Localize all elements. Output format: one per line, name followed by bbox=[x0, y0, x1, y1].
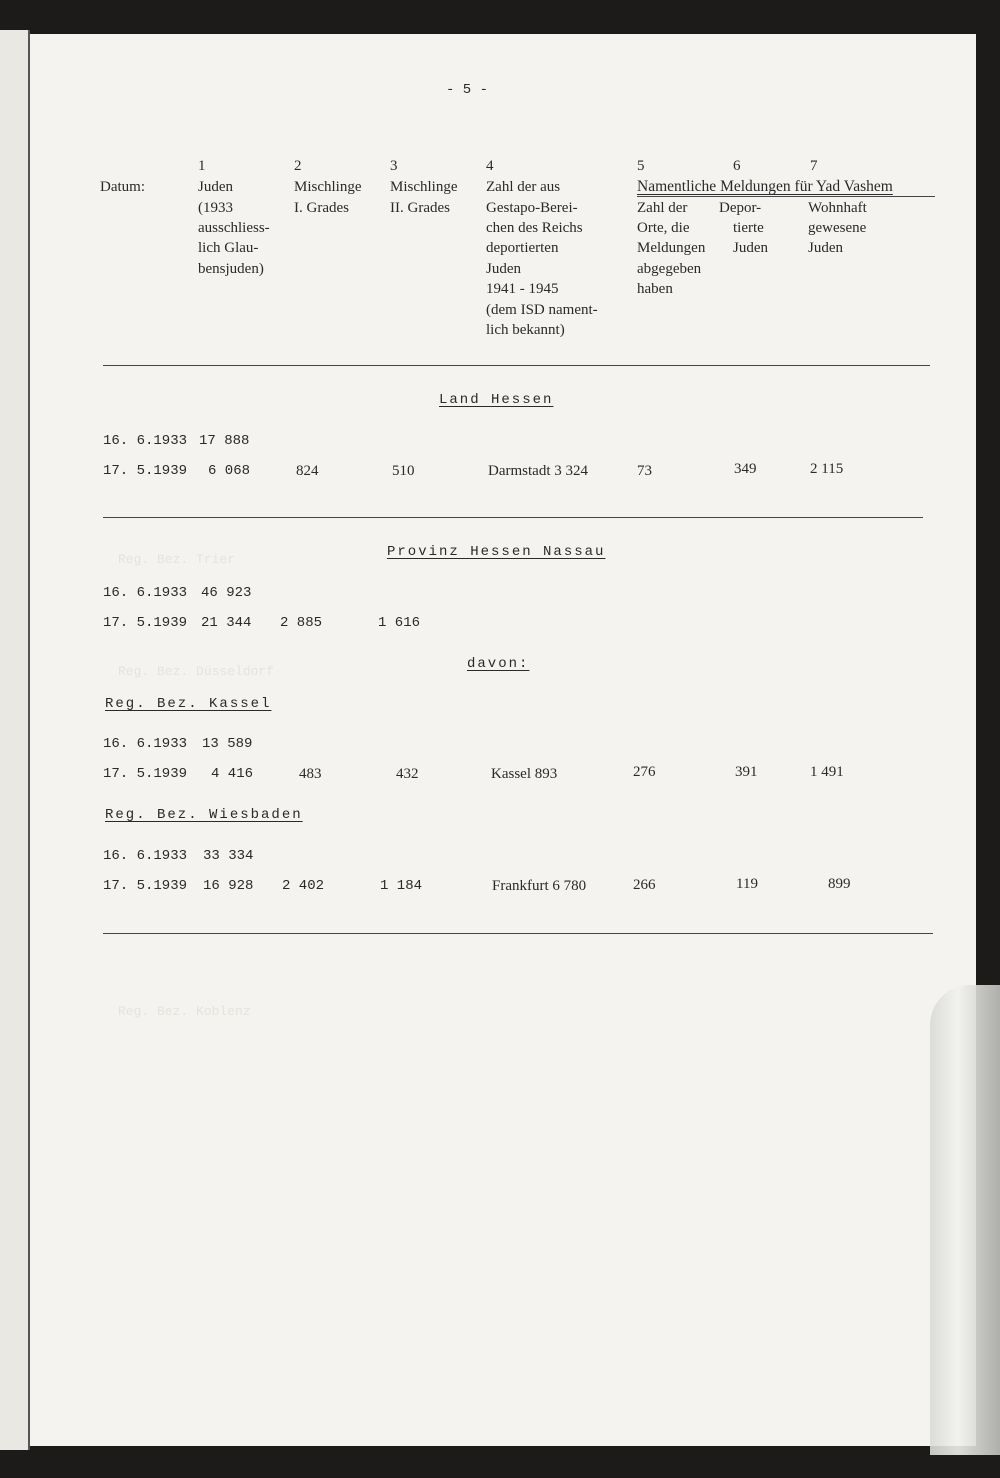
cell-mischlinge-2: 432 bbox=[396, 766, 419, 782]
datum-label: Datum: bbox=[100, 179, 145, 195]
row-date: 17. 5.1939 bbox=[103, 615, 188, 631]
col4-header-line: Gestapo-Berei- bbox=[486, 200, 578, 216]
page-number: - 5 - bbox=[446, 82, 489, 98]
col6-header-line: Depor- bbox=[719, 200, 762, 216]
section-title-kassel: Reg. Bez. Kassel bbox=[105, 696, 272, 712]
cell-deportierte: 119 bbox=[736, 876, 758, 892]
col4-header-line: Juden bbox=[486, 261, 521, 277]
cell-deportiert: Frankfurt 6 780 bbox=[492, 878, 587, 894]
row-date: 16. 6.1933 bbox=[103, 585, 188, 601]
col2-header-line: Mischlinge bbox=[294, 179, 362, 195]
row-date: 17. 5.1939 bbox=[103, 463, 188, 479]
cell-mischlinge-1: 824 bbox=[296, 463, 319, 479]
col6-header-line: tierte bbox=[733, 220, 764, 236]
cell-juden: 6 068 bbox=[208, 463, 251, 479]
cell-mischlinge-2: 1 616 bbox=[378, 615, 421, 631]
row-date: 17. 5.1939 bbox=[103, 766, 188, 782]
col1-header-line: Juden bbox=[198, 179, 233, 195]
col5-header-line: haben bbox=[637, 281, 673, 297]
cell-mischlinge-2: 510 bbox=[392, 463, 415, 479]
col1-header-line: lich Glau- bbox=[198, 240, 259, 256]
span-title-underline bbox=[637, 196, 935, 197]
col1-header-line: bensjuden) bbox=[198, 261, 264, 277]
cell-juden: 16 928 bbox=[203, 878, 254, 894]
col-number-3: 3 bbox=[390, 158, 398, 174]
col5-header-line: Zahl der bbox=[637, 200, 688, 216]
col4-header-line: lich bekannt) bbox=[486, 322, 565, 338]
yad-vashem-span-title: Namentliche Meldungen für Yad Vashem bbox=[637, 178, 893, 195]
cell-mischlinge-1: 2 402 bbox=[282, 878, 325, 894]
cell-wohnhaft: 1 491 bbox=[810, 764, 844, 780]
col3-header-line: Mischlinge bbox=[390, 179, 458, 195]
show-through-text: Reg. Bez. Düsseldorf bbox=[118, 664, 275, 679]
col3-header-line: II. Grades bbox=[390, 200, 450, 216]
show-through-text: Reg. Bez. Trier bbox=[118, 552, 236, 567]
row-date: 16. 6.1933 bbox=[103, 433, 188, 449]
col4-header-line: Zahl der aus bbox=[486, 179, 561, 195]
section-divider bbox=[103, 517, 923, 518]
col2-header-line: I. Grades bbox=[294, 200, 349, 216]
col7-header-line: Wohnhaft bbox=[808, 200, 867, 216]
cell-orte: 266 bbox=[633, 877, 656, 893]
cell-juden: 17 888 bbox=[199, 433, 250, 449]
cell-juden: 21 344 bbox=[201, 615, 252, 631]
col-number-1: 1 bbox=[198, 158, 206, 174]
cell-juden: 4 416 bbox=[211, 766, 254, 782]
adjacent-page-edge bbox=[0, 30, 30, 1450]
col6-header-line: Juden bbox=[733, 240, 768, 256]
col-number-4: 4 bbox=[486, 158, 494, 174]
davon-label: davon: bbox=[467, 656, 530, 672]
col-number-7: 7 bbox=[810, 158, 818, 174]
col5-header-line: Meldungen bbox=[637, 240, 706, 256]
section-title-hessen-nassau: Provinz Hessen Nassau bbox=[387, 544, 606, 560]
col5-header-line: abgegeben bbox=[637, 261, 702, 277]
cell-deportiert: Kassel 893 bbox=[491, 766, 558, 782]
col-number-5: 5 bbox=[637, 158, 645, 174]
cell-deportiert: Darmstadt 3 324 bbox=[488, 463, 588, 479]
cell-juden: 13 589 bbox=[202, 736, 253, 752]
cell-orte: 276 bbox=[633, 764, 656, 780]
cell-mischlinge-1: 2 885 bbox=[280, 615, 323, 631]
cell-deportierte: 391 bbox=[735, 764, 758, 780]
col5-header-line: Orte, die bbox=[637, 220, 690, 236]
cell-juden: 33 334 bbox=[203, 848, 254, 864]
col1-header-line: ausschliess- bbox=[198, 220, 270, 236]
cell-deportierte: 349 bbox=[734, 461, 757, 477]
col7-header-line: gewesene bbox=[808, 220, 867, 236]
col-number-2: 2 bbox=[294, 158, 302, 174]
col4-header-line: (dem ISD nament- bbox=[486, 302, 598, 318]
cell-wohnhaft: 2 115 bbox=[810, 461, 844, 477]
col-number-6: 6 bbox=[733, 158, 741, 174]
page-curl bbox=[930, 985, 1000, 1455]
show-through-text: Reg. Bez. Koblenz bbox=[118, 1004, 251, 1019]
row-date: 17. 5.1939 bbox=[103, 878, 188, 894]
header-divider bbox=[103, 365, 930, 366]
col7-header-line: Juden bbox=[808, 240, 843, 256]
cell-wohnhaft: 899 bbox=[828, 876, 851, 892]
document-page bbox=[30, 34, 976, 1446]
section-title-wiesbaden: Reg. Bez. Wiesbaden bbox=[105, 807, 303, 823]
row-date: 16. 6.1933 bbox=[103, 848, 188, 864]
cell-orte: 73 bbox=[637, 463, 652, 479]
col4-header-line: deportierten bbox=[486, 240, 559, 256]
table-bottom-rule bbox=[103, 933, 933, 934]
cell-mischlinge-1: 483 bbox=[299, 766, 322, 782]
cell-juden: 46 923 bbox=[201, 585, 252, 601]
section-title-land-hessen: Land Hessen bbox=[439, 392, 554, 408]
row-date: 16. 6.1933 bbox=[103, 736, 188, 752]
col1-header-line: (1933 bbox=[198, 200, 233, 216]
cell-mischlinge-2: 1 184 bbox=[380, 878, 423, 894]
col4-header-line: 1941 - 1945 bbox=[486, 281, 559, 297]
col4-header-line: chen des Reichs bbox=[486, 220, 583, 236]
